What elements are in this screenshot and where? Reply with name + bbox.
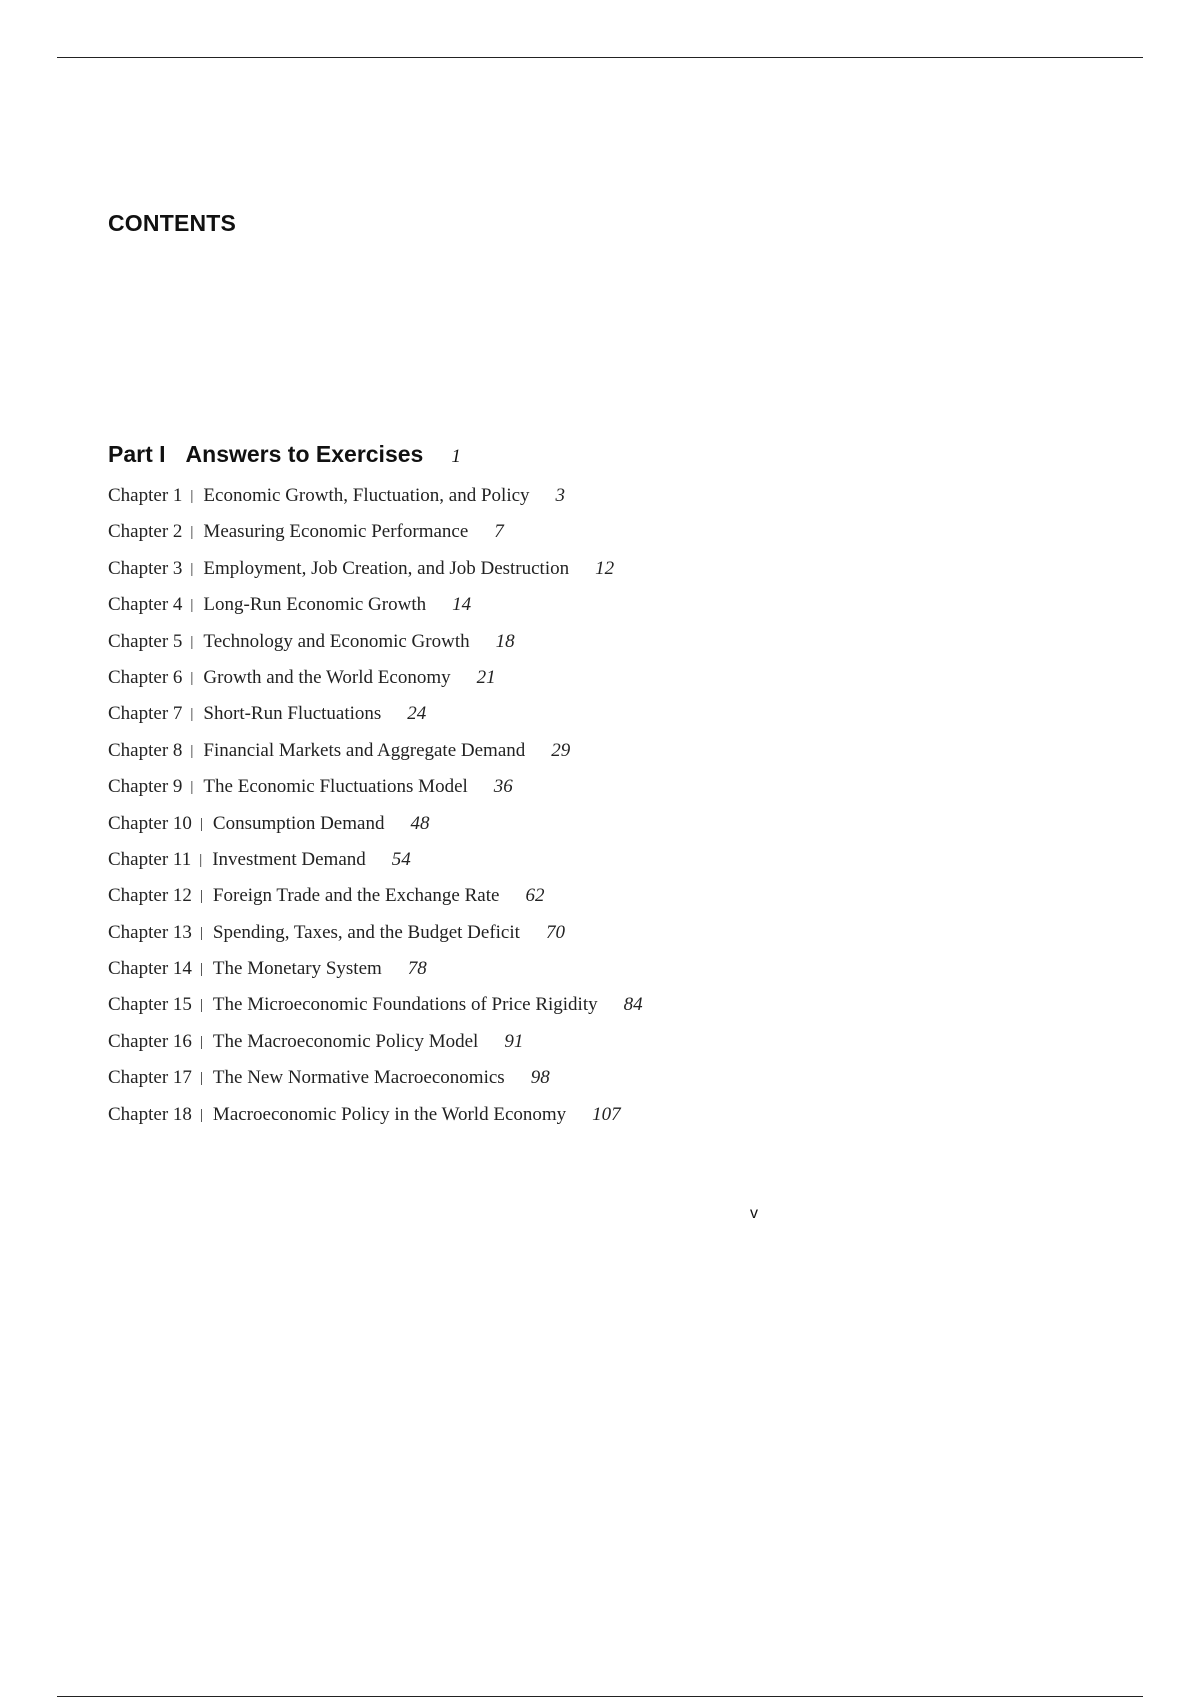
chapter-label: Chapter 3	[108, 557, 183, 579]
page-number: 48	[410, 812, 430, 834]
chapter-label: Chapter 9	[108, 776, 183, 798]
chapter-label: Chapter 2	[108, 521, 183, 543]
toc-entry	[108, 921, 643, 957]
part-heading	[108, 441, 461, 468]
toc-entry	[108, 557, 643, 593]
chapter-title: The Monetary System	[212, 958, 382, 980]
chapter-label: Chapter 16	[108, 1030, 192, 1052]
separator: |	[199, 1033, 203, 1050]
chapter-label: Chapter 10	[108, 812, 192, 834]
chapter-title: Consumption Demand	[212, 812, 385, 834]
chapter-title: The Economic Fluctuations Model	[203, 776, 468, 798]
chapter-label: Chapter 13	[108, 921, 192, 943]
chapter-title: Technology and Economic Growth	[203, 630, 470, 652]
chapter-title: Macroeconomic Policy in the World Economy	[212, 1103, 567, 1125]
page-number: 24	[407, 703, 427, 725]
page-number: 62	[525, 885, 545, 907]
separator: |	[190, 669, 194, 686]
part-title: Answers to Exercises	[185, 441, 424, 467]
chapter-title: The Microeconomic Foundations of Price Rigidity	[212, 994, 598, 1016]
page-number: 14	[452, 594, 472, 616]
page-number: 107	[592, 1103, 621, 1125]
toc-entry	[108, 484, 643, 520]
separator: |	[199, 961, 203, 978]
page-number: 7	[494, 521, 504, 543]
chapter-title: Short-Run Fluctuations	[203, 703, 382, 725]
chapter-label: Chapter 8	[108, 739, 183, 761]
separator: |	[190, 742, 194, 759]
page-number: 21	[476, 666, 496, 688]
toc-entry	[108, 993, 643, 1029]
toc-entry	[108, 848, 643, 884]
separator: |	[199, 1106, 203, 1123]
separator: |	[190, 706, 194, 723]
chapter-label: Chapter 15	[108, 994, 192, 1016]
chapter-label: Chapter 12	[108, 885, 192, 907]
chapter-title: Spending, Taxes, and the Budget Deficit	[212, 921, 520, 943]
page-number: 29	[551, 739, 571, 761]
chapter-label: Chapter 5	[108, 630, 183, 652]
toc-entry	[108, 957, 643, 993]
page-folio: v	[750, 1205, 758, 1222]
separator: |	[199, 1070, 203, 1087]
chapter-title: Financial Markets and Aggregate Demand	[203, 739, 526, 761]
toc-entry	[108, 666, 643, 702]
separator: |	[190, 597, 194, 614]
page-number: 84	[623, 994, 643, 1016]
separator: |	[190, 488, 194, 504]
separator: |	[190, 779, 194, 796]
separator: |	[199, 924, 203, 941]
page-number: 12	[595, 557, 615, 579]
chapter-title: Economic Growth, Fluctuation, and Policy	[203, 485, 530, 506]
toc-entry	[108, 593, 643, 629]
toc-entry	[108, 520, 643, 556]
separator: |	[190, 560, 194, 577]
toc-entry	[108, 630, 643, 666]
separator: |	[190, 633, 194, 650]
separator: |	[199, 888, 203, 905]
page-number: 3	[555, 485, 566, 506]
chapter-title: Measuring Economic Performance	[203, 521, 469, 543]
chapter-title: The Macroeconomic Policy Model	[212, 1030, 479, 1052]
separator: |	[199, 851, 203, 868]
top-rule	[57, 57, 1143, 58]
chapter-title: Foreign Trade and the Exchange Rate	[212, 885, 500, 907]
page-number: 70	[545, 921, 565, 943]
chapter-label: Chapter 11	[108, 848, 192, 870]
chapter-label: Chapter 6	[108, 666, 183, 688]
chapter-label: Chapter 7	[108, 703, 183, 725]
separator: |	[199, 815, 203, 832]
part-number: Part I	[108, 441, 166, 467]
toc-entry	[108, 884, 643, 920]
chapter-title: Investment Demand	[212, 848, 366, 870]
chapter-label: Chapter 18	[108, 1103, 192, 1125]
chapter-label: Chapter 17	[108, 1067, 192, 1089]
toc-entry	[108, 702, 643, 738]
toc-entry	[108, 739, 643, 775]
chapter-label: Chapter 4	[108, 594, 183, 616]
toc-entry	[108, 1103, 643, 1139]
separator: |	[199, 997, 203, 1014]
page-number: 98	[530, 1067, 550, 1089]
chapter-title: The New Normative Macroeconomics	[212, 1067, 505, 1089]
page-number: 78	[407, 958, 427, 980]
contents-heading: CONTENTS	[108, 210, 237, 236]
page-number: 54	[391, 848, 411, 870]
chapter-label: Chapter 1	[108, 485, 183, 506]
bottom-rule	[57, 1696, 1143, 1697]
toc-list	[108, 484, 643, 1139]
page-number: 18	[495, 630, 515, 652]
toc-entry	[108, 1066, 643, 1102]
page-number: 91	[504, 1030, 524, 1052]
toc-entry	[108, 1030, 643, 1066]
toc-entry	[108, 775, 643, 811]
chapter-label: Chapter 14	[108, 958, 192, 980]
part-page-number: 1	[451, 446, 461, 467]
toc-entry	[108, 812, 643, 848]
chapter-title: Long-Run Economic Growth	[203, 594, 427, 616]
separator: |	[190, 524, 194, 541]
chapter-title: Employment, Job Creation, and Job Destruction	[203, 557, 570, 579]
chapter-title: Growth and the World Economy	[203, 666, 451, 688]
page-number: 36	[493, 776, 513, 798]
